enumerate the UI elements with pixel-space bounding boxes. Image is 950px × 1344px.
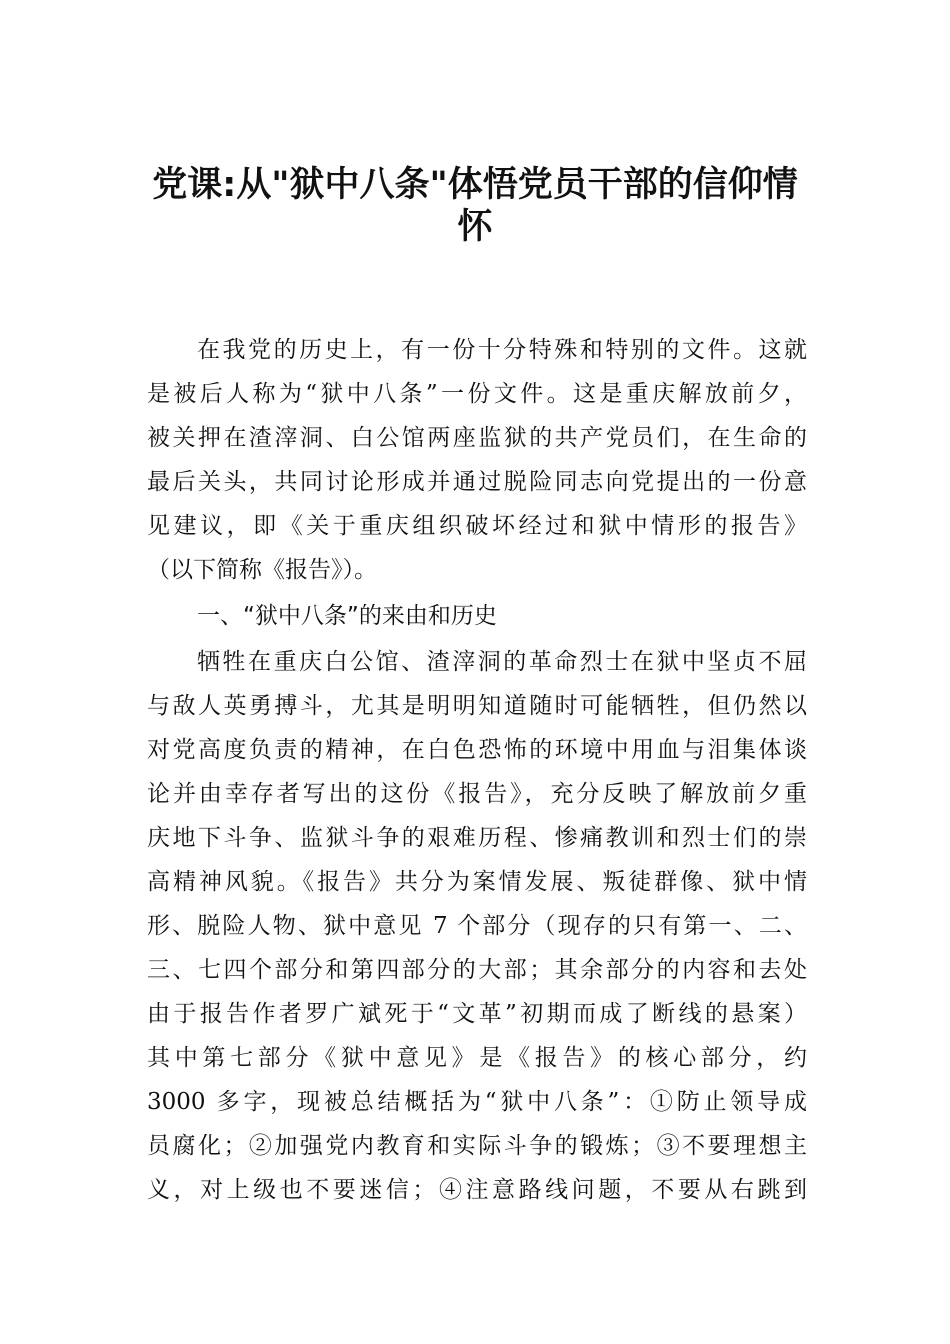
paragraph-2-line: 牺牲在重庆白公馆、渣滓洞的革命烈士在狱中坚贞不屈 [197, 649, 807, 675]
paragraph-2-line: 与敌人英勇搏斗，尤其是明明知道随时可能牺牲，但仍然以 [147, 693, 807, 719]
paragraph-2-line: 员腐化；②加强党内教育和实际斗争的锻炼；③不要理想主 [147, 1133, 807, 1159]
paragraph-2-line: 由于报告作者罗广斌死于“文革”初期而成了断线的悬案） [147, 1001, 807, 1027]
section-heading: 一、“狱中八条”的来由和历史 [197, 603, 497, 629]
paragraph-1-line: 见建议，即《关于重庆组织破坏经过和狱中情形的报告》 [147, 513, 807, 539]
document-title-line-2: 怀 [457, 207, 493, 247]
paragraph-2-line: 高精神风貌。《报告》共分为案情发展、叛徒群像、狱中情 [147, 869, 807, 895]
paragraph-2-line: 3000 多字，现被总结概括为“狱中八条”：①防止领导成 [147, 1089, 807, 1115]
paragraph-1-line: 是被后人称为“狱中八条”一份文件。这是重庆解放前夕， [147, 381, 807, 407]
paragraph-1-line: （以下简称《报告》）。 [147, 557, 377, 583]
paragraph-2-line: 庆地下斗争、监狱斗争的艰难历程、惨痛教训和烈士们的崇 [147, 825, 807, 851]
paragraph-2-line: 形、脱险人物、狱中意见 7 个部分（现存的只有第一、二、 [147, 913, 807, 939]
paragraph-2-line: 三、七四个部分和第四部分的大部；其余部分的内容和去处 [147, 957, 807, 983]
paragraph-1-line: 最后关头，共同讨论形成并通过脱险同志向党提出的一份意 [147, 469, 807, 495]
paragraph-2-line: 其中第七部分《狱中意见》是《报告》的核心部分，约 [147, 1045, 807, 1071]
document-title-line-1: 党课:从"狱中八条"体悟党员干部的信仰情 [152, 165, 798, 205]
paragraph-1-line: 在我党的历史上，有一份十分特殊和特别的文件。这就 [197, 337, 807, 363]
paragraph-2-line: 义，对上级也不要迷信；④注意路线问题，不要从右跳到 [147, 1177, 807, 1203]
paragraph-1-line: 被关押在渣滓洞、白公馆两座监狱的共产党员们，在生命的 [147, 425, 807, 451]
paragraph-2-line: 论并由幸存者写出的这份《报告》，充分反映了解放前夕重 [147, 781, 807, 807]
paragraph-2-line: 对党高度负责的精神，在白色恐怖的环境中用血与泪集体谈 [147, 737, 807, 763]
